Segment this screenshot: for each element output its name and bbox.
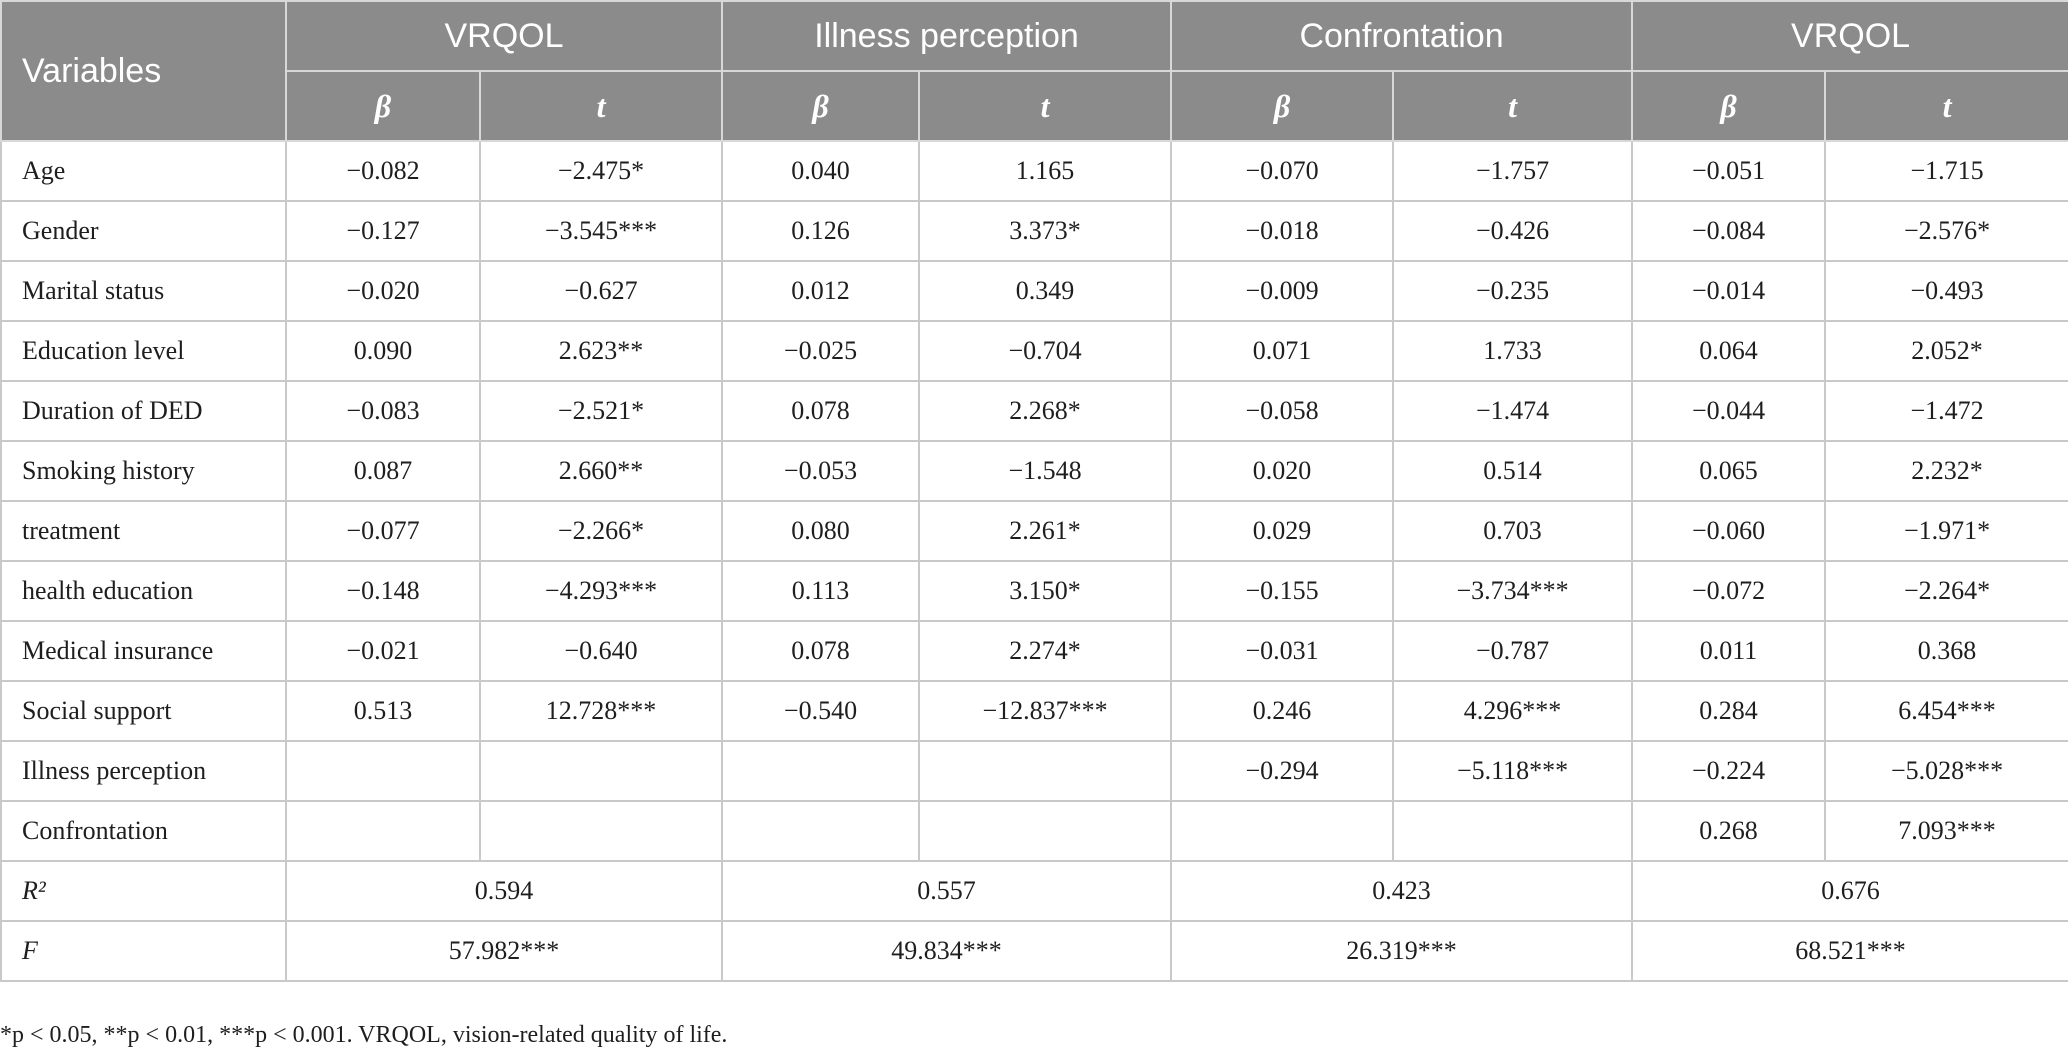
t-cell: −2.576* [1825, 201, 2068, 261]
beta-cell: −0.083 [286, 381, 480, 441]
beta-cell: −0.018 [1171, 201, 1393, 261]
t-cell: 6.454*** [1825, 681, 2068, 741]
beta-cell: −0.127 [286, 201, 480, 261]
beta-header: β [722, 71, 919, 141]
t-cell: −0.426 [1393, 201, 1632, 261]
table-row [1, 621, 2068, 681]
beta-header: β [286, 71, 480, 141]
t-cell: 1.165 [919, 141, 1171, 201]
t-cell: 12.728*** [480, 681, 722, 741]
beta-cell: −0.148 [286, 561, 480, 621]
t-cell [919, 801, 1171, 861]
row-label: Age [1, 141, 286, 201]
table-body [1, 141, 2068, 981]
beta-header: β [1632, 71, 1825, 141]
t-cell: 7.093*** [1825, 801, 2068, 861]
t-cell [1393, 801, 1632, 861]
t-cell [480, 801, 722, 861]
beta-cell: 0.284 [1632, 681, 1825, 741]
t-cell: 2.232* [1825, 441, 2068, 501]
t-cell: 2.660** [480, 441, 722, 501]
header-row-stats [1, 71, 2068, 141]
t-cell: −3.734*** [1393, 561, 1632, 621]
beta-cell: −0.084 [1632, 201, 1825, 261]
beta-cell [1171, 801, 1393, 861]
t-cell: −0.704 [919, 321, 1171, 381]
t-cell: −1.757 [1393, 141, 1632, 201]
table-row [1, 141, 2068, 201]
t-cell: 2.261* [919, 501, 1171, 561]
beta-cell: 0.087 [286, 441, 480, 501]
t-cell: 0.703 [1393, 501, 1632, 561]
beta-cell: −0.051 [1632, 141, 1825, 201]
summary-label: F [1, 921, 286, 981]
t-cell: 0.368 [1825, 621, 2068, 681]
beta-cell: −0.082 [286, 141, 480, 201]
footnote-text: *p < 0.05, **p < 0.01, ***p < 0.001. VRQOL, vision-related quality of life. [0, 1022, 728, 1048]
t-cell: −0.627 [480, 261, 722, 321]
beta-cell: 0.090 [286, 321, 480, 381]
t-cell: 1.733 [1393, 321, 1632, 381]
t-cell: −5.118*** [1393, 741, 1632, 801]
summary-cell: 26.319*** [1171, 921, 1632, 981]
t-cell: −2.521* [480, 381, 722, 441]
beta-cell: 0.020 [1171, 441, 1393, 501]
beta-cell [722, 741, 919, 801]
table-row [1, 261, 2068, 321]
t-cell: −5.028*** [1825, 741, 2068, 801]
t-cell: −2.264* [1825, 561, 2068, 621]
beta-cell: −0.009 [1171, 261, 1393, 321]
summary-cell: 0.594 [286, 861, 722, 921]
t-cell: 0.514 [1393, 441, 1632, 501]
t-cell: −1.715 [1825, 141, 2068, 201]
summary-row [1, 861, 2068, 921]
summary-cell: 0.676 [1632, 861, 2068, 921]
row-label: health education [1, 561, 286, 621]
row-label: treatment [1, 501, 286, 561]
beta-cell: −0.021 [286, 621, 480, 681]
t-cell: 3.373* [919, 201, 1171, 261]
t-cell: 0.349 [919, 261, 1171, 321]
beta-cell: −0.070 [1171, 141, 1393, 201]
beta-cell: 0.029 [1171, 501, 1393, 561]
beta-cell: 0.126 [722, 201, 919, 261]
t-cell: −4.293*** [480, 561, 722, 621]
t-cell: 3.150* [919, 561, 1171, 621]
beta-cell: 0.113 [722, 561, 919, 621]
header-row-groups [1, 1, 2068, 71]
table-row [1, 201, 2068, 261]
beta-cell: 0.065 [1632, 441, 1825, 501]
beta-cell: −0.058 [1171, 381, 1393, 441]
t-cell: 2.268* [919, 381, 1171, 441]
row-label: Smoking history [1, 441, 286, 501]
row-label: Education level [1, 321, 286, 381]
t-cell: −0.493 [1825, 261, 2068, 321]
group-header-confrontation: Confrontation [1171, 1, 1632, 71]
t-cell: −12.837*** [919, 681, 1171, 741]
t-cell: −2.475* [480, 141, 722, 201]
group-header-vrqol-1: VRQOL [286, 1, 722, 71]
table-row [1, 681, 2068, 741]
row-label: Gender [1, 201, 286, 261]
beta-cell: −0.044 [1632, 381, 1825, 441]
t-cell [919, 741, 1171, 801]
row-label: Marital status [1, 261, 286, 321]
t-cell: 4.296*** [1393, 681, 1632, 741]
beta-cell: −0.540 [722, 681, 919, 741]
row-label: Duration of DED [1, 381, 286, 441]
row-label: Confrontation [1, 801, 286, 861]
table-row [1, 381, 2068, 441]
beta-cell: −0.025 [722, 321, 919, 381]
t-cell: −1.971* [1825, 501, 2068, 561]
beta-cell: 0.513 [286, 681, 480, 741]
beta-cell [722, 801, 919, 861]
beta-cell: −0.014 [1632, 261, 1825, 321]
beta-cell: −0.031 [1171, 621, 1393, 681]
beta-cell: 0.011 [1632, 621, 1825, 681]
summary-row [1, 921, 2068, 981]
beta-cell: 0.246 [1171, 681, 1393, 741]
t-cell: −1.548 [919, 441, 1171, 501]
summary-cell: 68.521*** [1632, 921, 2068, 981]
beta-header: β [1171, 71, 1393, 141]
t-header: t [919, 71, 1171, 141]
t-header: t [1393, 71, 1632, 141]
summary-cell: 57.982*** [286, 921, 722, 981]
row-label: Illness perception [1, 741, 286, 801]
t-cell: −3.545*** [480, 201, 722, 261]
t-cell: −0.235 [1393, 261, 1632, 321]
summary-cell: 0.423 [1171, 861, 1632, 921]
beta-cell: 0.012 [722, 261, 919, 321]
beta-cell: 0.080 [722, 501, 919, 561]
beta-cell: −0.077 [286, 501, 480, 561]
table-row [1, 501, 2068, 561]
t-cell: −1.472 [1825, 381, 2068, 441]
summary-label: R² [1, 861, 286, 921]
group-header-vrqol-2: VRQOL [1632, 1, 2068, 71]
beta-cell: 0.268 [1632, 801, 1825, 861]
t-cell: 2.052* [1825, 321, 2068, 381]
beta-cell: −0.224 [1632, 741, 1825, 801]
table-row [1, 801, 2068, 861]
beta-cell [286, 741, 480, 801]
beta-cell: 0.078 [722, 621, 919, 681]
row-label: Social support [1, 681, 286, 741]
t-cell [480, 741, 722, 801]
beta-cell: 0.071 [1171, 321, 1393, 381]
beta-cell: 0.078 [722, 381, 919, 441]
beta-cell: −0.072 [1632, 561, 1825, 621]
summary-cell: 49.834*** [722, 921, 1171, 981]
beta-cell: 0.064 [1632, 321, 1825, 381]
table-row [1, 561, 2068, 621]
table-footnote [0, 1022, 727, 1049]
t-cell: −2.266* [480, 501, 722, 561]
beta-cell: −0.155 [1171, 561, 1393, 621]
variables-header: Variables [1, 1, 286, 141]
table-row [1, 741, 2068, 801]
table-header [1, 1, 2068, 141]
t-cell: −1.474 [1393, 381, 1632, 441]
summary-cell: 0.557 [722, 861, 1171, 921]
t-cell: −0.787 [1393, 621, 1632, 681]
t-header: t [480, 71, 722, 141]
beta-cell: 0.040 [722, 141, 919, 201]
row-label: Medical insurance [1, 621, 286, 681]
table-row [1, 441, 2068, 501]
t-cell: 2.274* [919, 621, 1171, 681]
beta-cell: −0.060 [1632, 501, 1825, 561]
beta-cell: −0.053 [722, 441, 919, 501]
t-cell: 2.623** [480, 321, 722, 381]
beta-cell: −0.020 [286, 261, 480, 321]
table-row [1, 321, 2068, 381]
group-header-illness-perception: Illness perception [722, 1, 1171, 71]
t-cell: −0.640 [480, 621, 722, 681]
beta-cell [286, 801, 480, 861]
beta-cell: −0.294 [1171, 741, 1393, 801]
t-header: t [1825, 71, 2068, 141]
